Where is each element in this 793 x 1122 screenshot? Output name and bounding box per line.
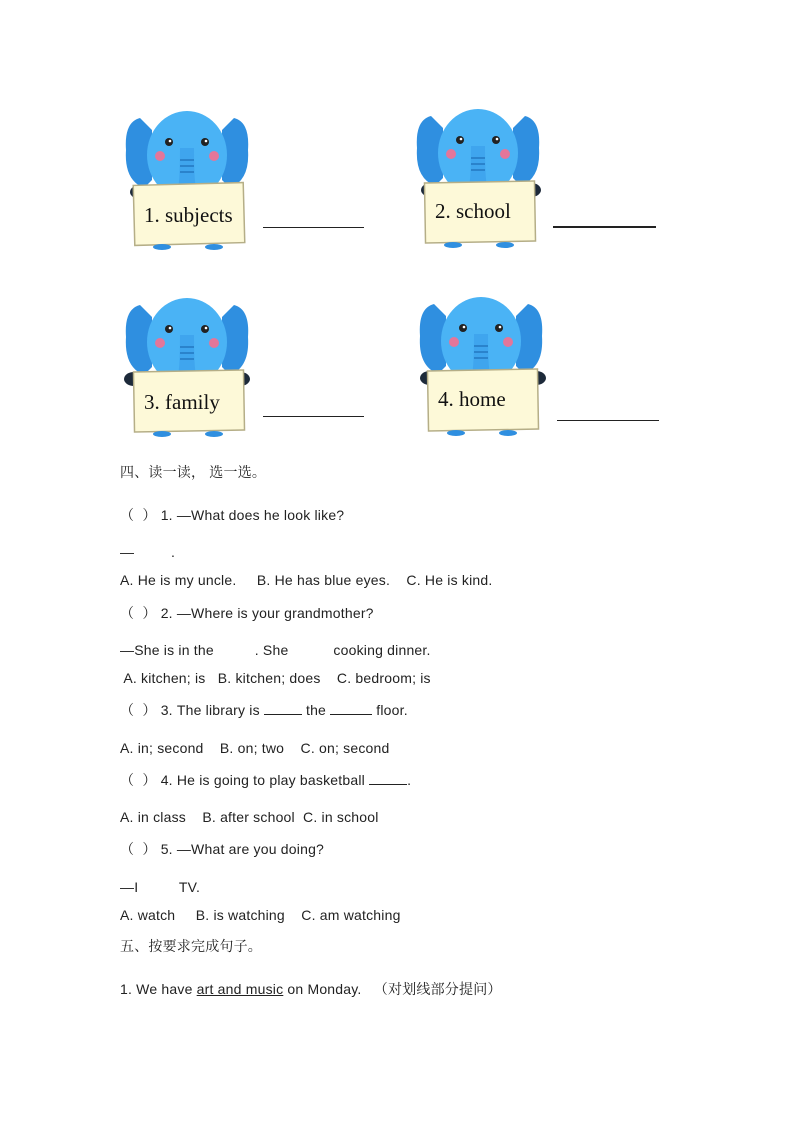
- question-stem: 1. We have: [120, 981, 193, 997]
- elephant-image: [413, 108, 543, 248]
- elephant-image: [122, 110, 252, 250]
- section-5-question-1: [120, 979, 502, 999]
- answer-line: —I TV.: [120, 879, 201, 895]
- question-3: [120, 700, 408, 720]
- answer-blank-1[interactable]: [263, 227, 364, 228]
- options: A. watch B. is watching C. am watching: [120, 907, 401, 923]
- answer-line: —She is in the . She cooking dinner.: [120, 642, 431, 658]
- question-4: [120, 770, 411, 790]
- question-stem: 5. —What are you doing?: [160, 841, 325, 857]
- underlined-phrase: art and music: [196, 981, 284, 997]
- fill-blank[interactable]: [330, 702, 372, 715]
- question-stem: on Monday.: [287, 981, 362, 997]
- answer-paren[interactable]: （ ）: [120, 772, 157, 788]
- card-label: 2. school: [435, 199, 511, 223]
- elephant-sign-card-3: [122, 297, 252, 437]
- options: A. kitchen; is B. kitchen; does C. bedroom; is: [120, 670, 431, 686]
- question-stem: 1. —What does he look like?: [160, 507, 345, 523]
- elephant-sign-card-2: [413, 108, 543, 248]
- question-5: [120, 839, 324, 859]
- instruction-note: （对划线部分提问）: [373, 981, 502, 997]
- question-stem: floor.: [376, 702, 408, 718]
- options: A. in class B. after school C. in school: [120, 809, 379, 825]
- card-label: 3. family: [144, 390, 220, 414]
- elephant-sign-card-4: [416, 296, 546, 436]
- elephant-image: [122, 297, 252, 437]
- options: A. He is my uncle. B. He has blue eyes. C. He is kind.: [120, 572, 493, 588]
- answer-paren[interactable]: （ ）: [120, 841, 157, 857]
- options: A. in; second B. on; two C. on; second: [120, 740, 390, 756]
- section-5-heading: 五、按要求完成句子。: [120, 938, 262, 954]
- answer-blank-2[interactable]: [553, 226, 656, 228]
- question-1: [120, 505, 344, 525]
- elephant-sign-card-1: [122, 110, 252, 250]
- question-stem: 3. The library is: [160, 702, 260, 718]
- question-stem: 2. —Where is your grandmother?: [160, 605, 374, 621]
- section-4-heading: 四、读一读， 选一选。: [120, 464, 267, 480]
- card-label: 1. subjects: [144, 203, 233, 227]
- question-stem: the: [305, 702, 327, 718]
- question-stem: 4. He is going to play basketball: [160, 772, 365, 788]
- fill-blank[interactable]: [264, 702, 302, 715]
- answer-line: — .: [120, 544, 176, 560]
- answer-blank-4[interactable]: [557, 420, 659, 421]
- fill-blank[interactable]: [369, 772, 407, 785]
- answer-blank-3[interactable]: [263, 416, 364, 417]
- card-label: 4. home: [438, 387, 506, 411]
- answer-paren[interactable]: （ ）: [120, 605, 157, 621]
- elephant-image: [416, 296, 546, 436]
- question-stem: .: [407, 772, 412, 788]
- answer-paren[interactable]: （ ）: [120, 507, 157, 523]
- question-2: [120, 603, 374, 623]
- answer-paren[interactable]: （ ）: [120, 702, 157, 718]
